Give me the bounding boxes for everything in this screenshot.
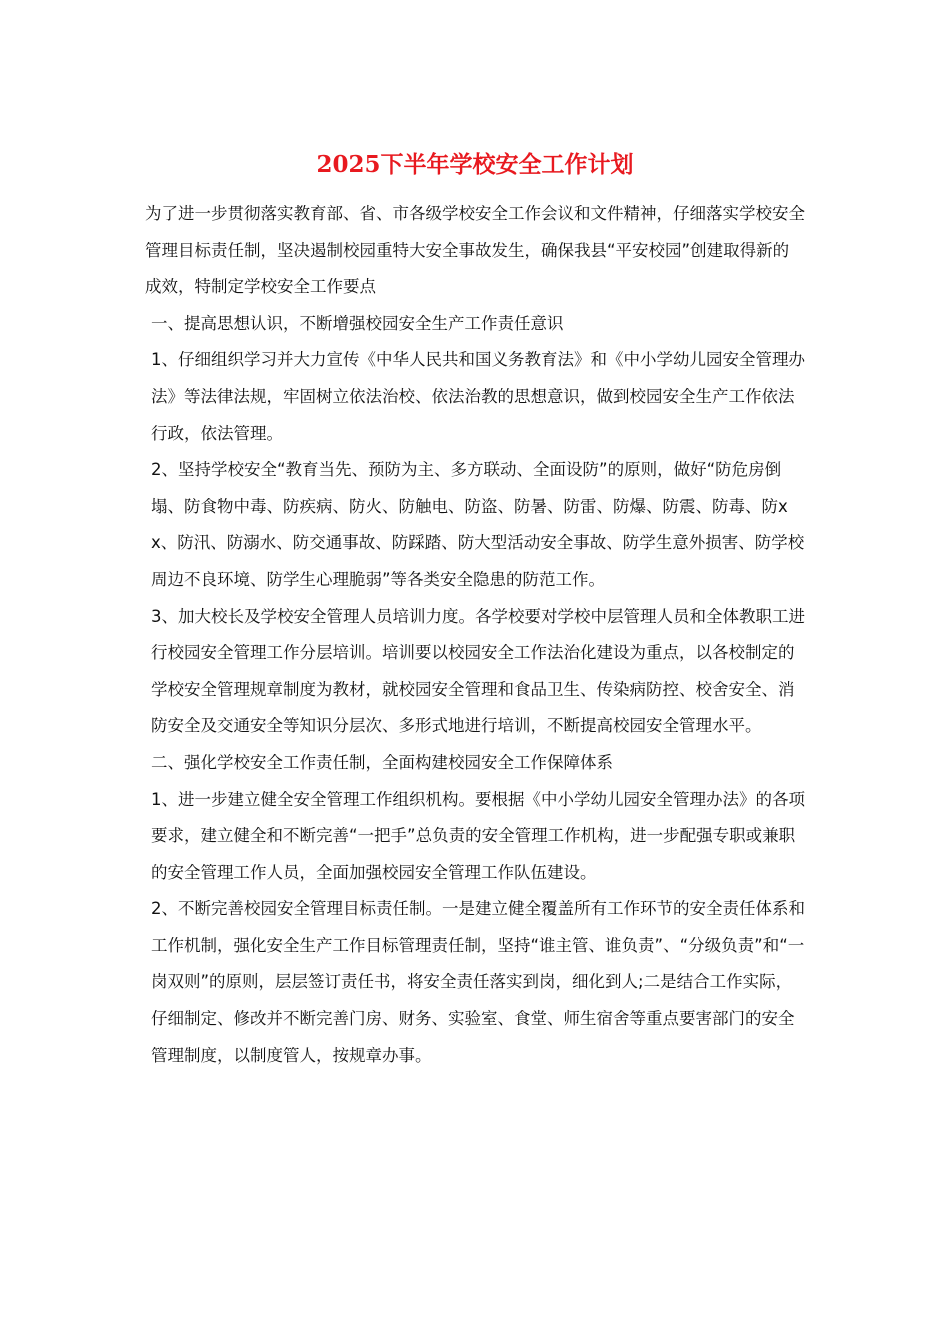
section-heading-1: 一、提高思想认识，不断增强校园安全生产工作责任意识 [151, 313, 564, 333]
paragraph-1-3: 3、加大校长及学校安全管理人员培训力度。各学校要对学校中层管理人员和全体教职工进行校园安全管理工作分层培训。培训要以校园安全工作法治化建设为重点，以各校制定的学校安全管理规章制度为教材，就校园安全管理和食品卫生、传染病防控、校舍安全、消防安全及交通安全等知识分层次、多形式地进行培训，不断提高校园安全管理水平。 [151, 606, 805, 736]
paragraph-1-2: 2、坚持学校安全“教育当先、预防为主、多方联动、全面设防”的原则，做好“防危房倒塌、防食物中毒、防疾病、防火、防触电、防盗、防暑、防雷、防爆、防震、防毒、防xx、防汛、防溺水、防交通事故、防踩踏、防大型活动安全事故、防学生意外损害、防学校周边不良环境、防学生心理脆弱”等各类安全隐患的防范工作。 [151, 460, 805, 589]
paragraph-1-1: 1、仔细组织学习并大力宣传《中华人民共和国义务教育法》和《中小学幼儿园安全管理办法》等法律法规，牢固树立依法治校、依法治教的思想意识，做到校园安全生产工作依法行政，依法管理。 [151, 350, 805, 443]
document-title: 2025下半年学校安全工作计划 [316, 151, 634, 178]
section-heading-2: 二、强化学校安全工作责任制，全面构建校园安全工作保障体系 [151, 752, 613, 772]
intro-paragraph: 为了进一步贯彻落实教育部、省、市各级学校安全工作会议和文件精神，仔细落实学校安全管理目标责任制，坚决遏制校园重特大安全事故发生，确保我县“平安校园”创建取得新的成效，特制定学校安全工作要点 [145, 204, 805, 297]
paragraph-2-1: 1、进一步建立健全安全管理工作组织机构。要根据《中小学幼儿园安全管理办法》的各项要求，建立健全和不断完善“一把手”总负责的安全管理工作机构，进一步配强专职或兼职的安全管理工作人员，全面加强校园安全管理工作队伍建设。 [151, 789, 805, 882]
paragraph-2-2: 2、不断完善校园安全管理目标责任制。一是建立健全覆盖所有工作环节的安全责任体系和工作机制，强化安全生产工作目标管理责任制，坚持“谁主管、谁负责”、“分级负责”和“一岗双则”的原则，层层签订责任书，将安全责任落实到岗，细化到人;二是结合工作实际，仔细制定、修改并不断完善门房、财务、实验室、食堂、师生宿舍等重点要害部门的安全管理制度，以制度管人，按规章办事。 [151, 899, 805, 1065]
document-body [145, 196, 805, 1074]
